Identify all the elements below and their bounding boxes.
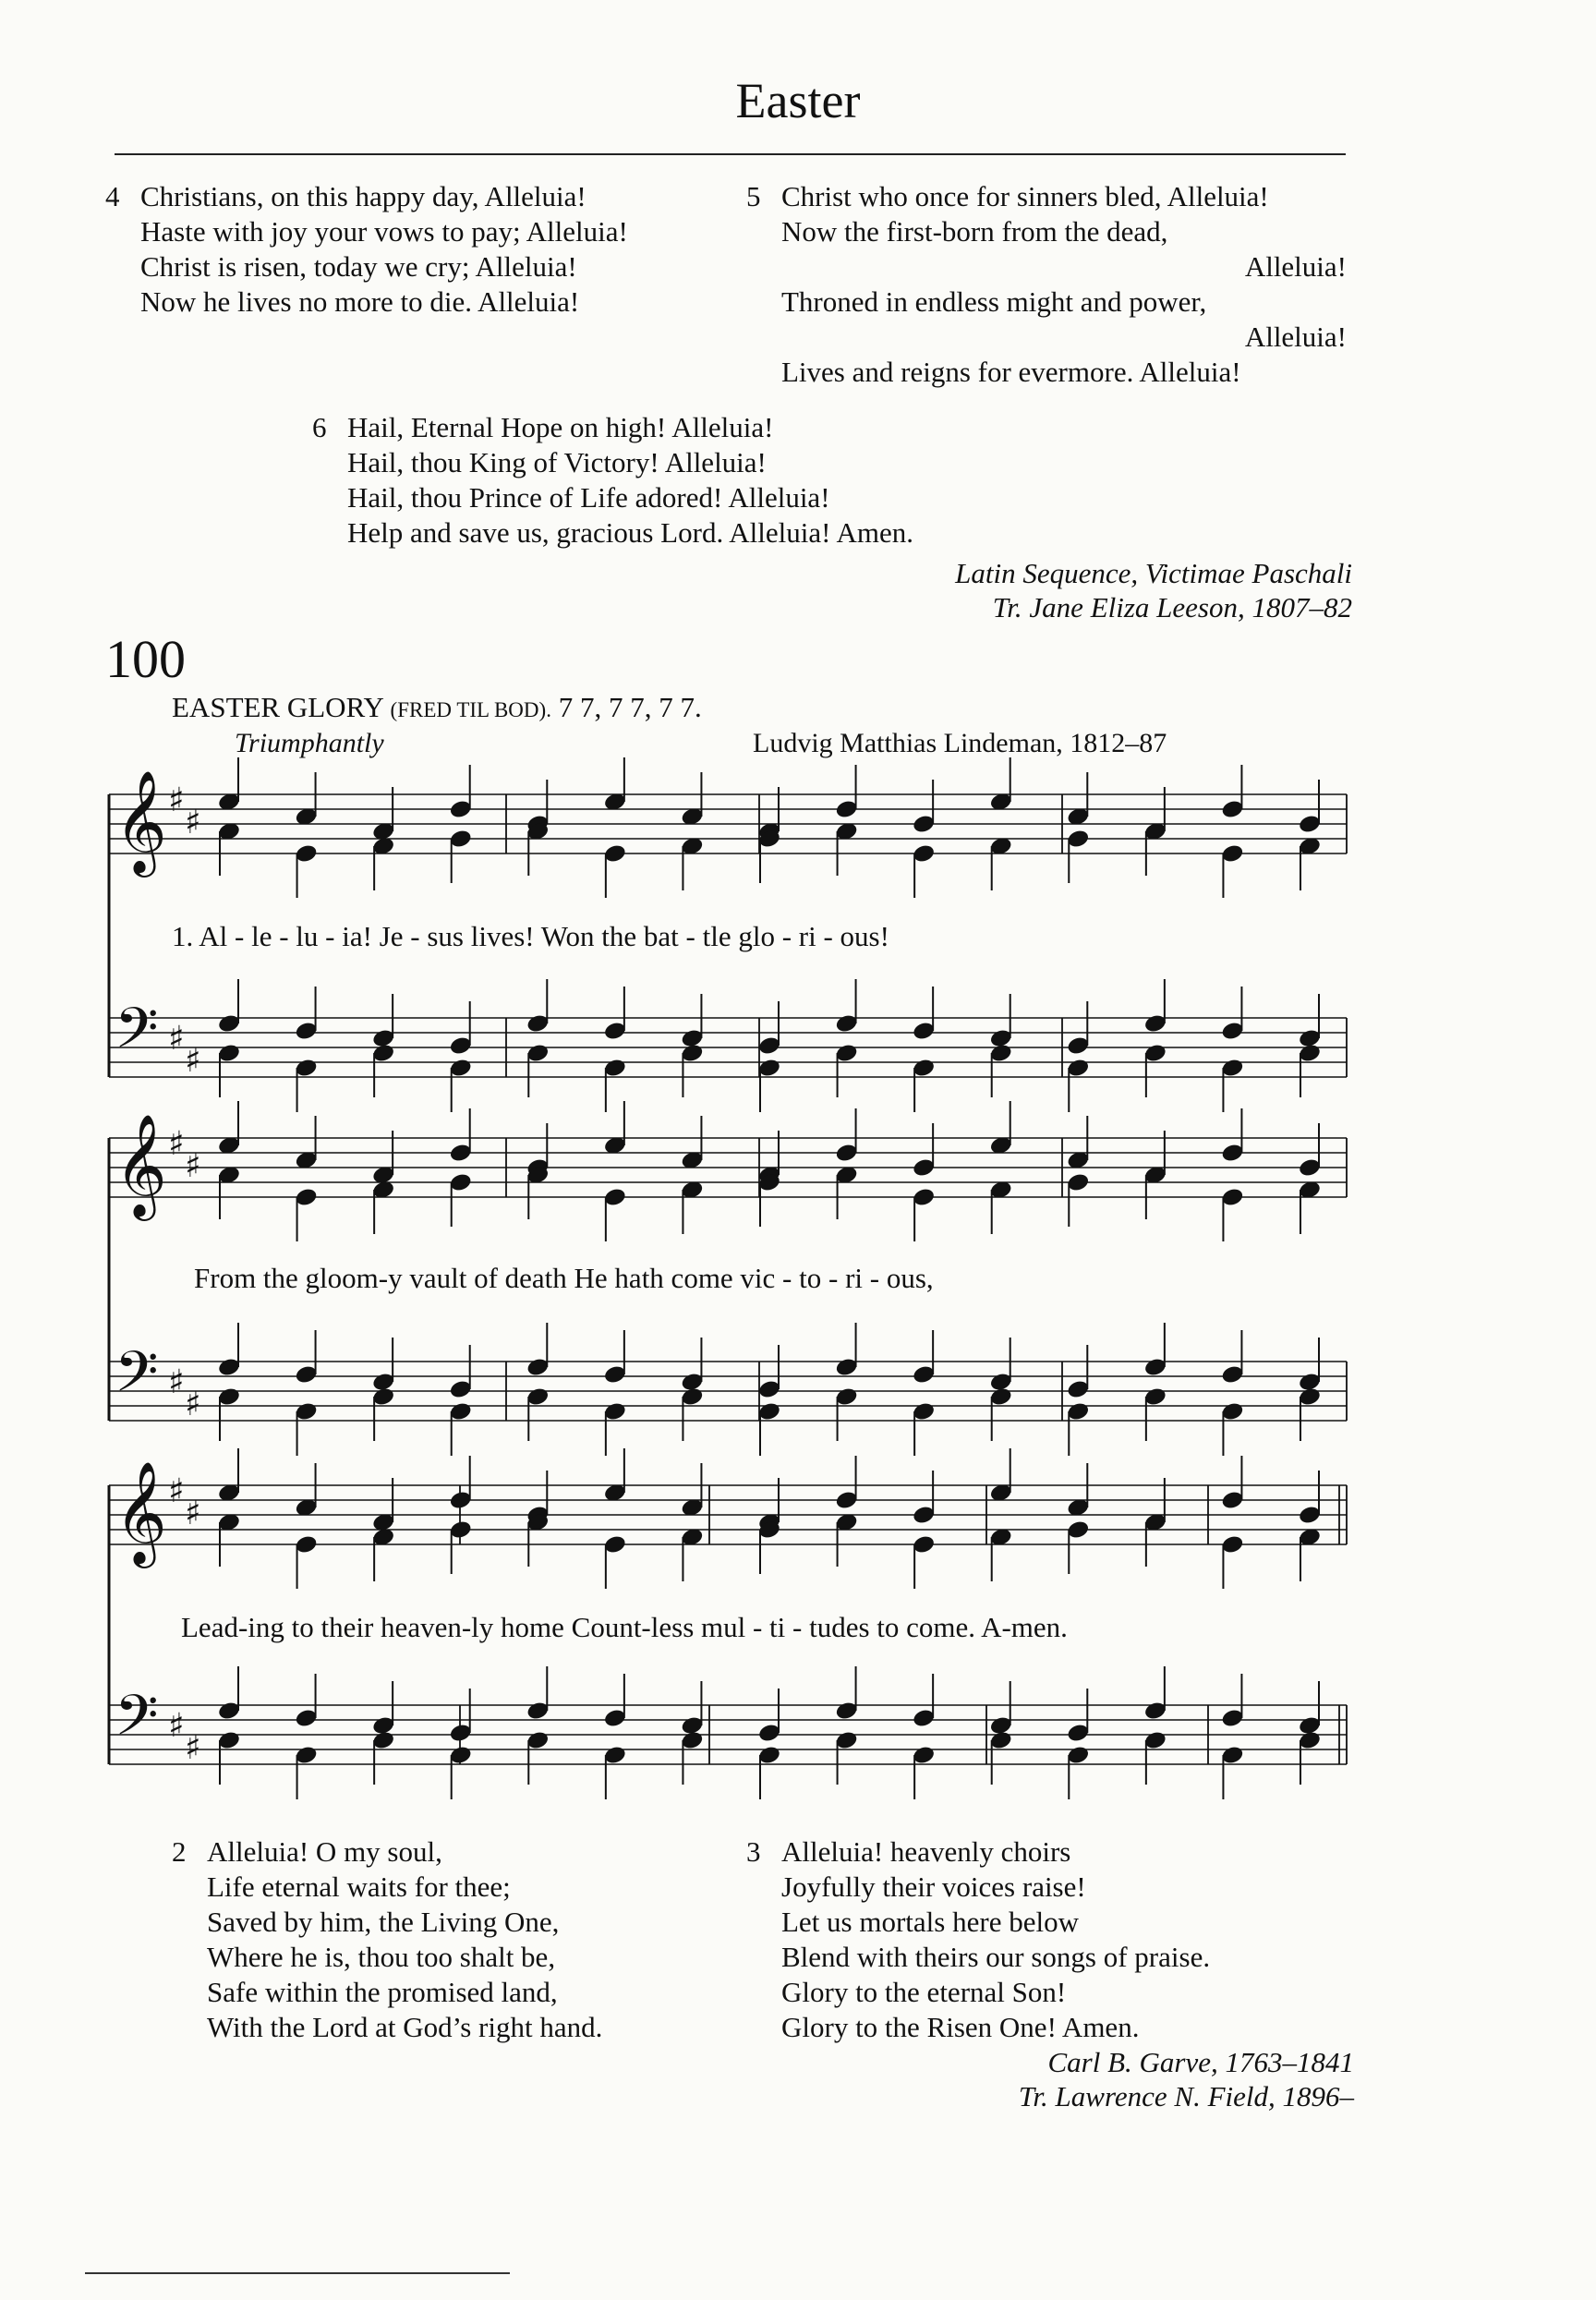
verse-line: Joyfully their voices raise! (781, 1870, 1086, 1903)
key-signature-sharp-icon: ♯ (168, 781, 185, 819)
verse-line: Alleluia! (1244, 321, 1347, 353)
tune-alt-name: (FRED TIL BOD). (390, 698, 551, 721)
key-signature-sharp-icon: ♯ (185, 1495, 201, 1532)
tune-name: EASTER GLORY (172, 691, 383, 723)
key-signature-sharp-icon: ♯ (168, 1020, 185, 1058)
bass-clef-icon: 𝄢 (115, 1339, 159, 1419)
key-signature-sharp-icon: ♯ (168, 1472, 185, 1510)
treble-clef-icon: 𝄞 (115, 1113, 167, 1217)
verse-line: Lives and reigns for evermore. Alleluia! (781, 356, 1241, 388)
verse-line: Glory to the eternal Son! (781, 1976, 1067, 2008)
credit-line: Latin Sequence, Victimae Paschali (955, 557, 1352, 589)
key-signature-sharp-icon: ♯ (185, 1729, 201, 1767)
verse-number: 5 (746, 180, 761, 212)
verse-line: Let us mortals here below (781, 1906, 1079, 1938)
verse-number: 2 (172, 1835, 187, 1868)
verse-number: 6 (312, 411, 327, 443)
bass-clef-icon: 𝄢 (115, 996, 159, 1075)
credit-line: Tr. Jane Eliza Leeson, 1807–82 (992, 591, 1352, 623)
credit-line: Carl B. Garve, 1763–1841 (1047, 2046, 1354, 2078)
verse-line: Safe within the promised land, (207, 1976, 558, 2008)
tempo-marking: Triumphantly (235, 728, 384, 758)
verse-line: Hail, Eternal Hope on high! Alleluia! (347, 411, 774, 443)
hymn-number: 100 (105, 629, 186, 689)
meter: 7 7, 7 7, 7 7. (558, 691, 702, 723)
lyric-line-1: 1. Al - le - lu - ia! Je - sus lives! Won the bat - tle glo - ri - ous! (172, 920, 889, 952)
verse-2 (172, 1834, 603, 2045)
verse-line: Life eternal waits for thee; (207, 1870, 511, 1903)
verse-line: Christians, on this happy day, Alleluia! (140, 180, 586, 212)
composer: Ludvig Matthias Lindeman, 1812–87 (753, 728, 1167, 758)
verse-number: 3 (746, 1835, 761, 1868)
verse-line: Hail, thou Prince of Life adored! Alleluia! (347, 481, 830, 514)
verse-line: Hail, thou King of Victory! Alleluia! (347, 446, 767, 478)
verse-line: Haste with joy your vows to pay; Alleluia! (140, 215, 628, 248)
verse-line: Christ is risen, today we cry; Alleluia! (140, 250, 577, 283)
key-signature-sharp-icon: ♯ (168, 1125, 185, 1163)
footer-rule (85, 2272, 510, 2274)
verse-line: Now the first-born from the dead, (781, 215, 1168, 248)
verse-line: Throned in endless might and power, (781, 285, 1207, 318)
lyric-line-2: From the gloom-y vault of death He hath come vic - to - ri - ous, (194, 1262, 934, 1294)
hymn-credits (1019, 2045, 1354, 2113)
key-signature-sharp-icon: ♯ (185, 1386, 201, 1423)
verse-line: With the Lord at God’s right hand. (207, 2011, 603, 2043)
verse-line: Alleluia! heavenly choirs (781, 1835, 1071, 1868)
lyric-line-3: Lead-ing to their heaven-ly home Count-less mul - ti - tudes to come. A-men. (181, 1611, 1068, 1643)
verse-line: Glory to the Risen One! Amen. (781, 2011, 1140, 2043)
verse-line: Saved by him, the Living One, (207, 1906, 560, 1938)
page-title: Easter (735, 73, 861, 128)
verse-line: Where he is, thou too shalt be, (207, 1941, 556, 1973)
treble-clef-icon: 𝄞 (115, 769, 167, 873)
verse-3 (746, 1834, 1211, 2045)
key-signature-sharp-icon: ♯ (185, 1147, 201, 1185)
key-signature-sharp-icon: ♯ (185, 804, 201, 841)
key-signature-sharp-icon: ♯ (168, 1707, 185, 1745)
verse-line: Blend with theirs our songs of praise. (781, 1941, 1211, 1973)
verse-number: 4 (105, 180, 120, 212)
bass-clef-icon: 𝄢 (115, 1683, 159, 1762)
treble-clef-icon: 𝄞 (115, 1460, 167, 1564)
key-signature-sharp-icon: ♯ (168, 1363, 185, 1401)
verse-line: Christ who once for sinners bled, Alleluia! (781, 180, 1269, 212)
credit-line: Tr. Lawrence N. Field, 1896– (1018, 2080, 1354, 2112)
verse-line: Alleluia! O my soul, (207, 1835, 442, 1868)
verse-line: Now he lives no more to die. Alleluia! (140, 285, 580, 318)
key-signature-sharp-icon: ♯ (185, 1042, 201, 1080)
verse-line: Help and save us, gracious Lord. Alleluia! Amen. (347, 516, 913, 549)
verse-line: Alleluia! (1244, 250, 1347, 283)
